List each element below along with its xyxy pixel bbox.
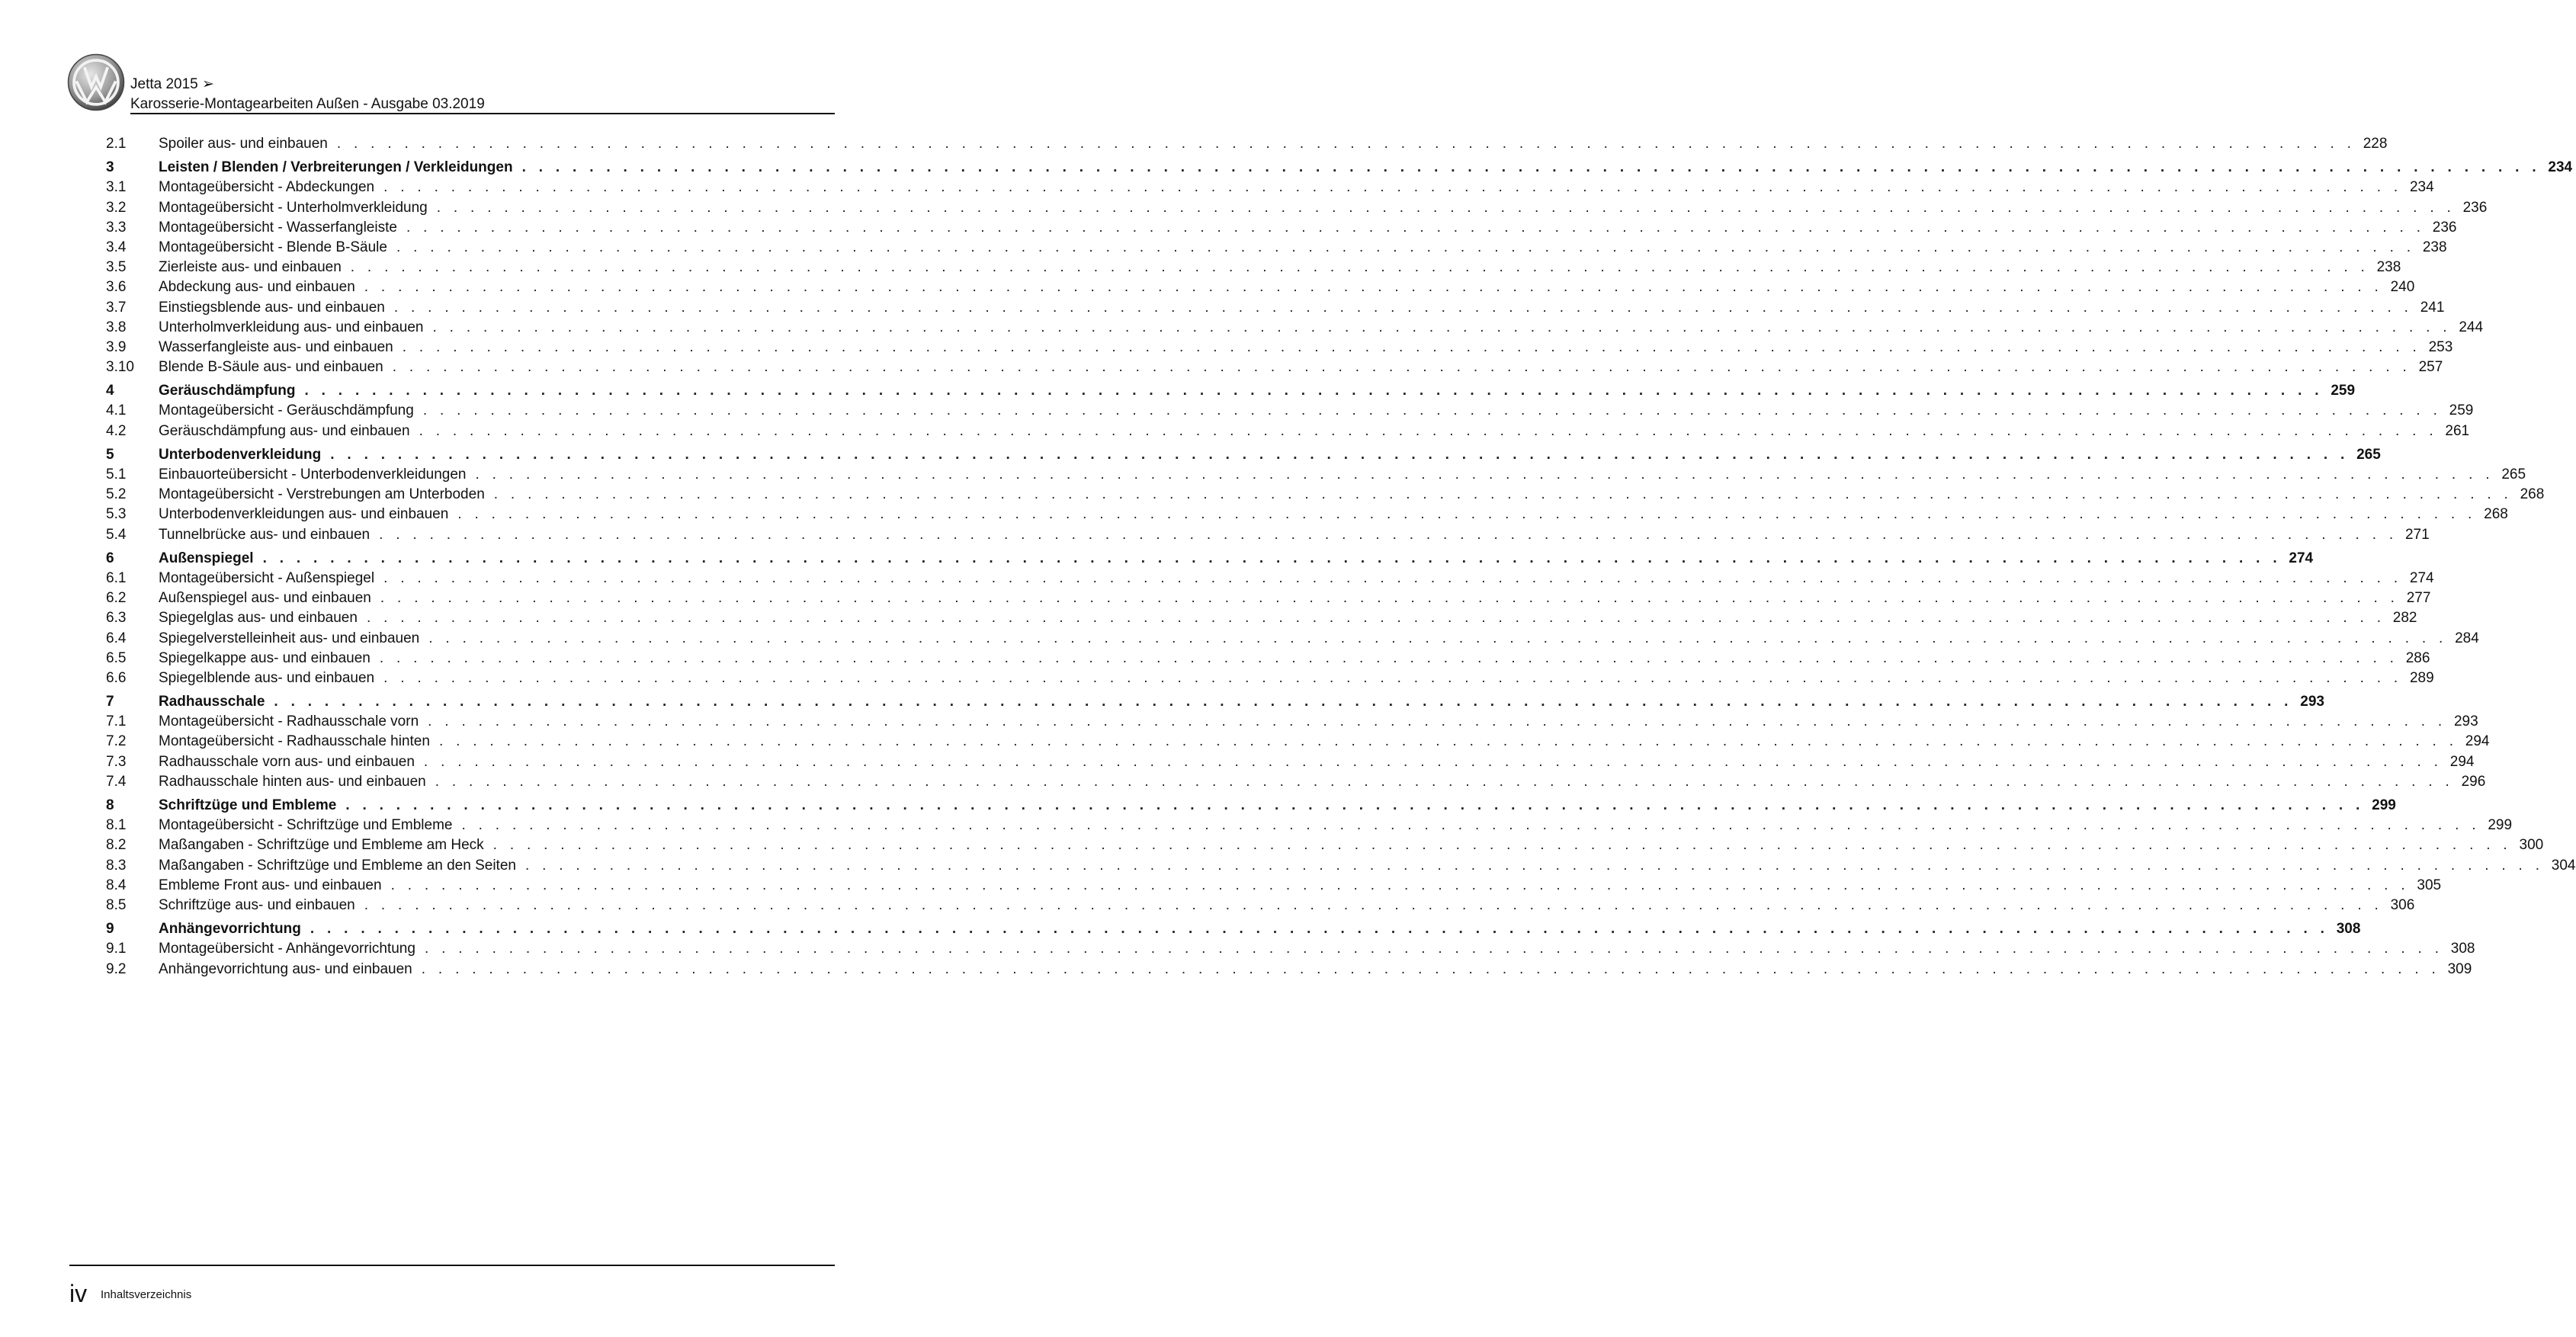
- toc-entry-number: 3: [106, 159, 114, 176]
- toc-entry-title: Radhausschale: [159, 694, 265, 710]
- toc-entry-number: 6.1: [106, 569, 127, 586]
- toc-dot-leader: . . . . . . . . . . . . . . . . . . . . . . . . . . . . . . . . . . . . . . . . . . . . . . . . . . . . . . . . . . . . . . . . . . . . . . . . . . . . . . . . . . . . . . . . . . . . . . . . . . . . . . . . . . . . . . . . . . . . . . . .: [379, 649, 2398, 666]
- toc-entry-number: 7.3: [106, 753, 127, 770]
- toc-entry-number: 6.2: [106, 590, 127, 607]
- toc-chapter-row[interactable]: [106, 549, 2314, 569]
- toc-entry-number: 3.10: [106, 359, 134, 376]
- toc-entry-row[interactable]: [106, 876, 2442, 896]
- toc-entry-title: Abdeckung aus- und einbauen: [159, 279, 355, 296]
- toc-entry-number: 5.2: [106, 486, 127, 503]
- toc-entry-page: 308: [2450, 941, 2475, 957]
- toc-dot-leader: . . . . . . . . . . . . . . . . . . . . . . . . . . . . . . . . . . . . . . . . . . . . . . . . . . . . . . . . . . . . . . . . . . . . . . . . . . . . . . . . . . . . . . . . . . . . . . . . . . . . . . . . . . . . . . . . . . . . . . . .: [438, 733, 2458, 750]
- toc-entry-title: Maßangaben - Schriftzüge und Embleme am Heck: [159, 837, 484, 854]
- toc-dot-leader: . . . . . . . . . . . . . . . . . . . . . . . . . . . . . . . . . . . . . . . . . . . . . . . . . . . . . . . . . . . . . . . . . . . . . . . . . . . . . . . . . . . . . . . . . . . . . . . . . . . . . . . . . . . . . . . . . . . . . . . .: [304, 383, 2324, 399]
- toc-entry-page: 234: [2409, 179, 2434, 196]
- toc-dot-leader: . . . . . . . . . . . . . . . . . . . . . . . . . . . . . . . . . . . . . . . . . . . . . . . . . . . . . . . . . . . . . . . . . . . . . . . . . . . . . . . . . . . . . . . . . . . . . . . . . . . . . . . . . . . . . . . . . . . . . . . .: [330, 446, 2350, 463]
- toc-entry-page: 244: [2459, 319, 2484, 335]
- toc-dot-leader: . . . . . . . . . . . . . . . . . . . . . . . . . . . . . . . . . . . . . . . . . . . . . . . . . . . . . . . . . . . . . . . . . . . . . . . . . . . . . . . . . . . . . . . . . . . . . . . . . . . . . . . . . . . . . . . . . . . . . . . .: [383, 179, 2402, 196]
- toc-entry-row[interactable]: [106, 629, 2479, 649]
- toc-entry-page: 265: [2356, 446, 2381, 463]
- toc-chapter-row[interactable]: [106, 381, 2356, 401]
- toc-entry-page: 294: [2449, 753, 2475, 770]
- toc-chapter-row[interactable]: [106, 445, 2381, 465]
- toc-dot-leader: . . . . . . . . . . . . . . . . . . . . . . . . . . . . . . . . . . . . . . . . . . . . . . . . . . . . . . . . . . . . . . . . . . . . . . . . . . . . . . . . . . . . . . . . . . . . . . . . . . . . . . . . . . . . . . . . . . . . . . . .: [424, 941, 2443, 957]
- toc-entry-page: 257: [2418, 359, 2443, 376]
- toc-entry-number: 7.1: [106, 713, 127, 730]
- toc-entry-page: 268: [2484, 506, 2508, 523]
- toc-entry-title: Wasserfangleiste aus- und einbauen: [159, 338, 393, 355]
- toc-entry-row[interactable]: [106, 134, 2388, 154]
- toc-entry-row[interactable]: [106, 525, 2430, 545]
- toc-dot-leader: . . . . . . . . . . . . . . . . . . . . . . . . . . . . . . . . . . . . . . . . . . . . . . . . . . . . . . . . . . . . . . . . . . . . . . . . . . . . . . . . . . . . . . . . . . . . . . . . . . . . . . . . . . . . . . . . . . . . . . . .: [345, 797, 2365, 813]
- toc-entry-number: 8.4: [106, 877, 127, 893]
- toc-entry-page: 308: [2336, 921, 2361, 938]
- toc-dot-leader: . . . . . . . . . . . . . . . . . . . . . . . . . . . . . . . . . . . . . . . . . . . . . . . . . . . . . . . . . . . . . . . . . . . . . . . . . . . . . . . . . . . . . . . . . . . . . . . . . . . . . . . . . . . . . . . . . . . . . . . .: [423, 753, 2443, 770]
- toc-entry-number: 5.1: [106, 467, 127, 483]
- toc-entry-number: 3.9: [106, 338, 127, 355]
- toc-dot-leader: . . . . . . . . . . . . . . . . . . . . . . . . . . . . . . . . . . . . . . . . . . . . . . . . . . . . . . . . . . . . . . . . . . . . . . . . . . . . . . . . . . . . . . . . . . . . . . . . . . . . . . . . . . . . . . . . . . . . . . . .: [383, 669, 2402, 686]
- toc-entry-title: Montageübersicht - Verstrebungen am Unterboden: [159, 486, 485, 503]
- toc-dot-leader: . . . . . . . . . . . . . . . . . . . . . . . . . . . . . . . . . . . . . . . . . . . . . . . . . . . . . . . . . . . . . . . . . . . . . . . . . . . . . . . . . . . . . . . . . . . . . . . . . . . . . . . . . . . . . . . . . . . . . . . .: [379, 526, 2398, 543]
- toc-entry-page: 236: [2432, 219, 2457, 236]
- toc-entry-title: Zierleiste aus- und einbauen: [159, 259, 342, 276]
- toc-entry-page: 236: [2462, 199, 2488, 216]
- toc-entry-page: 309: [2447, 960, 2472, 977]
- toc-entry-row[interactable]: [106, 939, 2475, 959]
- toc-entry-page: 284: [2455, 630, 2479, 646]
- toc-entry-title: Radhausschale hinten aus- und einbauen: [159, 773, 426, 790]
- toc-entry-row[interactable]: [106, 772, 2486, 792]
- toc-dot-leader: . . . . . . . . . . . . . . . . . . . . . . . . . . . . . . . . . . . . . . . . . . . . . . . . . . . . . . . . . . . . . . . . . . . . . . . . . . . . . . . . . . . . . . . . . . . . . . . . . . . . . . . . . . . . . . . . . . . . . . . .: [406, 219, 2425, 236]
- toc-dot-leader: . . . . . . . . . . . . . . . . . . . . . . . . . . . . . . . . . . . . . . . . . . . . . . . . . . . . . . . . . . . . . . . . . . . . . . . . . . . . . . . . . . . . . . . . . . . . . . . . . . . . . . . . . . . . . . . . . . . . . . . .: [366, 610, 2385, 627]
- toc-entry-page: 271: [2404, 526, 2430, 543]
- toc-entry-number: 8.1: [106, 817, 127, 834]
- toc-entry-row[interactable]: [106, 816, 2513, 835]
- toc-entry-row[interactable]: [106, 178, 2434, 197]
- toc-entry-row[interactable]: [106, 238, 2447, 258]
- manual-subtitle: Karosserie-Montagearbeiten Außen - Ausgabe 03.2019: [130, 96, 485, 112]
- toc-entry-row[interactable]: [106, 338, 2453, 357]
- toc-entry-page: 277: [2406, 590, 2431, 607]
- toc-entry-title: Spiegelkappe aus- und einbauen: [159, 649, 371, 666]
- toc-entry-number: 3.4: [106, 239, 127, 255]
- toc-entry-row[interactable]: [106, 569, 2434, 588]
- toc-entry-row[interactable]: [106, 712, 2478, 732]
- toc-entry-title: Montageübersicht - Geräuschdämpfung: [159, 402, 414, 419]
- toc-entry-page: 305: [2417, 877, 2442, 893]
- toc-entry-number: 4.1: [106, 402, 127, 419]
- toc-chapter-row[interactable]: [106, 158, 2573, 178]
- toc-entry-page: 282: [2392, 610, 2417, 627]
- toc-entry-row[interactable]: [106, 856, 2576, 876]
- footer-divider: [69, 1265, 835, 1266]
- toc-dot-leader: . . . . . . . . . . . . . . . . . . . . . . . . . . . . . . . . . . . . . . . . . . . . . . . . . . . . . . . . . . . . . . . . . . . . . . . . . . . . . . . . . . . . . . . . . . . . . . . . . . . . . . . . . . . . . . . . . . . . . . . .: [402, 338, 2421, 355]
- toc-entry-number: 6: [106, 550, 114, 566]
- toc-entry-number: 3.6: [106, 279, 127, 296]
- toc-entry-number: 9.1: [106, 941, 127, 957]
- toc-entry-row[interactable]: [106, 896, 2415, 915]
- manual-title: Jetta 2015 ➢: [130, 76, 214, 92]
- toc-entry-row[interactable]: [106, 318, 2484, 338]
- toc-entry-row[interactable]: [106, 608, 2417, 628]
- toc-entry-number: 8.5: [106, 896, 127, 913]
- toc-dot-leader: . . . . . . . . . . . . . . . . . . . . . . . . . . . . . . . . . . . . . . . . . . . . . . . . . . . . . . . . . . . . . . . . . . . . . . . . . . . . . . . . . . . . . . . . . . . . . . . . . . . . . . . . . . . . . . . . . . . . . . . .: [435, 773, 2454, 790]
- toc-entry-page: 274: [2289, 550, 2314, 566]
- toc-entry-page: 268: [2520, 486, 2545, 503]
- toc-entry-row[interactable]: [106, 198, 2488, 218]
- toc-dot-leader: . . . . . . . . . . . . . . . . . . . . . . . . . . . . . . . . . . . . . . . . . . . . . . . . . . . . . . . . . . . . . . . . . . . . . . . . . . . . . . . . . . . . . . . . . . . . . . . . . . . . . . . . . . . . . . . . . . . . . . . .: [492, 837, 2512, 854]
- toc-entry-title: Schriftzüge und Embleme: [159, 797, 337, 813]
- toc-entry-title: Maßangaben - Schriftzüge und Embleme an den Seiten: [159, 857, 516, 874]
- toc-entry-title: Radhausschale vorn aus- und einbauen: [159, 753, 415, 770]
- toc-entry-page: 259: [2449, 402, 2474, 419]
- toc-entry-number: 2.1: [106, 136, 127, 152]
- toc-entry-page: 293: [2453, 713, 2478, 730]
- toc-dot-leader: . . . . . . . . . . . . . . . . . . . . . . . . . . . . . . . . . . . . . . . . . . . . . . . . . . . . . . . . . . . . . . . . . . . . . . . . . . . . . . . . . . . . . . . . . . . . . . . . . . . . . . . . . . . . . . . . . . . . . . . .: [274, 694, 2293, 710]
- toc-entry-number: 5: [106, 446, 114, 463]
- toc-dot-leader: . . . . . . . . . . . . . . . . . . . . . . . . . . . . . . . . . . . . . . . . . . . . . . . . . . . . . . . . . . . . . . . . . . . . . . . . . . . . . . . . . . . . . . . . . . . . . . . . . . . . . . . . . . . . . . . . . . . . . . . .: [390, 877, 2410, 893]
- toc-entry-title: Außenspiegel: [159, 550, 254, 566]
- toc-entry-number: 5.3: [106, 506, 127, 523]
- toc-entry-row[interactable]: [106, 960, 2472, 980]
- toc-entry-title: Tunnelbrücke aus- und einbauen: [159, 526, 371, 543]
- toc-dot-leader: . . . . . . . . . . . . . . . . . . . . . . . . . . . . . . . . . . . . . . . . . . . . . . . . . . . . . . . . . . . . . . . . . . . . . . . . . . . . . . . . . . . . . . . . . . . . . . . . . . . . . . . . . . . . . . . . . . . . . . . .: [428, 630, 2448, 646]
- toc-entry-title: Montageübersicht - Schriftzüge und Embleme: [159, 817, 453, 834]
- toc-entry-title: Anhängevorrichtung aus- und einbauen: [159, 960, 412, 977]
- toc-dot-leader: . . . . . . . . . . . . . . . . . . . . . . . . . . . . . . . . . . . . . . . . . . . . . . . . . . . . . . . . . . . . . . . . . . . . . . . . . . . . . . . . . . . . . . . . . . . . . . . . . . . . . . . . . . . . . . . . . . . . . . . .: [262, 550, 2282, 566]
- toc-entry-page: 299: [2488, 817, 2513, 834]
- toc-entry-number: 7.4: [106, 773, 127, 790]
- toc-entry-number: 8.3: [106, 857, 127, 874]
- toc-chapter-row[interactable]: [106, 692, 2324, 712]
- toc-entry-number: 7: [106, 694, 114, 710]
- toc-entry-title: Montageübersicht - Außenspiegel: [159, 569, 375, 586]
- toc-entry-page: 299: [2372, 797, 2396, 813]
- toc-entry-page: 238: [2376, 259, 2401, 276]
- toc-dot-leader: . . . . . . . . . . . . . . . . . . . . . . . . . . . . . . . . . . . . . . . . . . . . . . . . . . . . . . . . . . . . . . . . . . . . . . . . . . . . . . . . . . . . . . . . . . . . . . . . . . . . . . . . . . . . . . . . . . . . . . . .: [525, 857, 2544, 874]
- toc-entry-title: Montageübersicht - Abdeckungen: [159, 179, 375, 196]
- toc-entry-page: 306: [2390, 896, 2415, 913]
- toc-dot-leader: . . . . . . . . . . . . . . . . . . . . . . . . . . . . . . . . . . . . . . . . . . . . . . . . . . . . . . . . . . . . . . . . . . . . . . . . . . . . . . . . . . . . . . . . . . . . . . . . . . . . . . . . . . . . . . . . . . . . . . . .: [392, 359, 2411, 376]
- toc-dot-leader: . . . . . . . . . . . . . . . . . . . . . . . . . . . . . . . . . . . . . . . . . . . . . . . . . . . . . . . . . . . . . . . . . . . . . . . . . . . . . . . . . . . . . . . . . . . . . . . . . . . . . . . . . . . . . . . . . . . . . . . .: [432, 319, 2452, 335]
- footer-label: Inhaltsverzeichnis: [101, 1288, 192, 1301]
- toc-entry-number: 3.8: [106, 319, 127, 335]
- toc-dot-leader: . . . . . . . . . . . . . . . . . . . . . . . . . . . . . . . . . . . . . . . . . . . . . . . . . . . . . . . . . . . . . . . . . . . . . . . . . . . . . . . . . . . . . . . . . . . . . . . . . . . . . . . . . . . . . . . . . . . . . . . .: [393, 299, 2413, 316]
- toc-entry-title: Montageübersicht - Wasserfangleiste: [159, 219, 397, 236]
- toc-dot-leader: . . . . . . . . . . . . . . . . . . . . . . . . . . . . . . . . . . . . . . . . . . . . . . . . . . . . . . . . . . . . . . . . . . . . . . . . . . . . . . . . . . . . . . . . . . . . . . . . . . . . . . . . . . . . . . . . . . . . . . . .: [364, 896, 2383, 913]
- toc-entry-title: Unterholmverkleidung aus- und einbauen: [159, 319, 424, 335]
- toc-entry-number: 3.1: [106, 179, 127, 196]
- toc-entry-page: 274: [2409, 569, 2434, 586]
- toc-entry-title: Spoiler aus- und einbauen: [159, 136, 328, 152]
- toc-entry-row[interactable]: [106, 649, 2430, 668]
- toc-entry-page: 296: [2461, 773, 2486, 790]
- toc-entry-row[interactable]: [106, 401, 2474, 421]
- toc-entry-row[interactable]: [106, 277, 2415, 297]
- toc-dot-leader: . . . . . . . . . . . . . . . . . . . . . . . . . . . . . . . . . . . . . . . . . . . . . . . . . . . . . . . . . . . . . . . . . . . . . . . . . . . . . . . . . . . . . . . . . . . . . . . . . . . . . . . . . . . . . . . . . . . . . . . .: [419, 422, 2438, 439]
- toc-dot-leader: . . . . . . . . . . . . . . . . . . . . . . . . . . . . . . . . . . . . . . . . . . . . . . . . . . . . . . . . . . . . . . . . . . . . . . . . . . . . . . . . . . . . . . . . . . . . . . . . . . . . . . . . . . . . . . . . . . . . . . . .: [436, 199, 2456, 216]
- toc-entry-number: 8: [106, 797, 114, 813]
- toc-entry-number: 4: [106, 383, 114, 399]
- toc-dot-leader: . . . . . . . . . . . . . . . . . . . . . . . . . . . . . . . . . . . . . . . . . . . . . . . . . . . . . . . . . . . . . . . . . . . . . . . . . . . . . . . . . . . . . . . . . . . . . . . . . . . . . . . . . . . . . . . . . . . . . . . .: [475, 467, 2494, 483]
- toc-entry-title: Leisten / Blenden / Verbreiterungen / Verkleidungen: [159, 159, 513, 176]
- toc-entry-title: Montageübersicht - Radhausschale vorn: [159, 713, 419, 730]
- toc-entry-title: Blende B-Säule aus- und einbauen: [159, 359, 383, 376]
- toc-entry-number: 4.2: [106, 422, 127, 439]
- toc-entry-title: Spiegelblende aus- und einbauen: [159, 669, 375, 686]
- toc-entry-page: 234: [2548, 159, 2573, 176]
- toc-dot-leader: . . . . . . . . . . . . . . . . . . . . . . . . . . . . . . . . . . . . . . . . . . . . . . . . . . . . . . . . . . . . . . . . . . . . . . . . . . . . . . . . . . . . . . . . . . . . . . . . . . . . . . . . . . . . . . . . . . . . . . . .: [421, 960, 2440, 977]
- toc-dot-leader: . . . . . . . . . . . . . . . . . . . . . . . . . . . . . . . . . . . . . . . . . . . . . . . . . . . . . . . . . . . . . . . . . . . . . . . . . . . . . . . . . . . . . . . . . . . . . . . . . . . . . . . . . . . . . . . . . . . . . . . .: [336, 136, 2356, 152]
- toc-entry-number: 6.5: [106, 649, 127, 666]
- toc-entry-number: 9: [106, 921, 114, 938]
- toc-entry-title: Unterbodenverkleidung: [159, 446, 322, 463]
- toc-entry-number: 3.5: [106, 259, 127, 276]
- toc-entry-page: 304: [2551, 857, 2576, 874]
- toc-entry-row[interactable]: [106, 258, 2401, 277]
- toc-entry-title: Embleme Front aus- und einbauen: [159, 877, 382, 893]
- toc-dot-leader: . . . . . . . . . . . . . . . . . . . . . . . . . . . . . . . . . . . . . . . . . . . . . . . . . . . . . . . . . . . . . . . . . . . . . . . . . . . . . . . . . . . . . . . . . . . . . . . . . . . . . . . . . . . . . . . . . . . . . . . .: [457, 506, 2477, 523]
- toc-entry-number: 6.4: [106, 630, 127, 646]
- toc-entry-page: 253: [2428, 338, 2453, 355]
- toc-entry-title: Anhängevorrichtung: [159, 921, 301, 938]
- toc-entry-row[interactable]: [106, 505, 2508, 524]
- toc-dot-leader: . . . . . . . . . . . . . . . . . . . . . . . . . . . . . . . . . . . . . . . . . . . . . . . . . . . . . . . . . . . . . . . . . . . . . . . . . . . . . . . . . . . . . . . . . . . . . . . . . . . . . . . . . . . . . . . . . . . . . . . .: [461, 817, 2481, 834]
- toc-entry-row[interactable]: [106, 752, 2475, 772]
- toc-entry-title: Montageübersicht - Unterholmverkleidung: [159, 199, 428, 216]
- toc-entry-number: 3.7: [106, 299, 127, 316]
- vw-logo-icon: [67, 53, 125, 111]
- page-number: iv: [69, 1280, 88, 1307]
- toc-entry-row[interactable]: [106, 422, 2470, 441]
- toc-entry-page: 259: [2331, 383, 2356, 399]
- toc-entry-page: 300: [2519, 837, 2544, 854]
- toc-entry-title: Geräuschdämpfung: [159, 383, 296, 399]
- toc-entry-number: 6.3: [106, 610, 127, 627]
- toc-entry-row[interactable]: [106, 732, 2490, 752]
- toc-entry-row[interactable]: [106, 588, 2431, 608]
- toc-dot-leader: . . . . . . . . . . . . . . . . . . . . . . . . . . . . . . . . . . . . . . . . . . . . . . . . . . . . . . . . . . . . . . . . . . . . . . . . . . . . . . . . . . . . . . . . . . . . . . . . . . . . . . . . . . . . . . . . . . . . . . . .: [396, 239, 2415, 255]
- toc-dot-leader: . . . . . . . . . . . . . . . . . . . . . . . . . . . . . . . . . . . . . . . . . . . . . . . . . . . . . . . . . . . . . . . . . . . . . . . . . . . . . . . . . . . . . . . . . . . . . . . . . . . . . . . . . . . . . . . . . . . . . . . .: [422, 402, 2442, 419]
- toc-entry-page: 240: [2390, 279, 2415, 296]
- toc-entry-title: Außenspiegel aus- und einbauen: [159, 590, 371, 607]
- toc-entry-number: 7.2: [106, 733, 127, 750]
- toc-entry-title: Einbauorteübersicht - Unterbodenverkleidungen: [159, 467, 467, 483]
- toc-entry-number: 5.4: [106, 526, 127, 543]
- toc-entry-page: 241: [2420, 299, 2445, 316]
- toc-entry-title: Spiegelverstelleinheit aus- und einbauen: [159, 630, 420, 646]
- toc-dot-leader: . . . . . . . . . . . . . . . . . . . . . . . . . . . . . . . . . . . . . . . . . . . . . . . . . . . . . . . . . . . . . . . . . . . . . . . . . . . . . . . . . . . . . . . . . . . . . . . . . . . . . . . . . . . . . . . . . . . . . . . .: [380, 590, 2399, 607]
- header-divider: [130, 113, 835, 114]
- toc-entry-title: Montageübersicht - Radhausschale hinten: [159, 733, 430, 750]
- toc-entry-page: 289: [2409, 669, 2434, 686]
- toc-entry-title: Montageübersicht - Anhängevorrichtung: [159, 941, 415, 957]
- toc-entry-number: 6.6: [106, 669, 127, 686]
- toc-entry-page: 228: [2363, 136, 2388, 152]
- toc-dot-leader: . . . . . . . . . . . . . . . . . . . . . . . . . . . . . . . . . . . . . . . . . . . . . . . . . . . . . . . . . . . . . . . . . . . . . . . . . . . . . . . . . . . . . . . . . . . . . . . . . . . . . . . . . . . . . . . . . . . . . . . .: [383, 569, 2402, 586]
- toc-entry-title: Schriftzüge aus- und einbauen: [159, 896, 355, 913]
- toc-entry-number: 3.3: [106, 219, 127, 236]
- toc-dot-leader: . . . . . . . . . . . . . . . . . . . . . . . . . . . . . . . . . . . . . . . . . . . . . . . . . . . . . . . . . . . . . . . . . . . . . . . . . . . . . . . . . . . . . . . . . . . . . . . . . . . . . . . . . . . . . . . . . . . . . . . .: [521, 159, 2541, 176]
- toc-entry-title: Unterbodenverkleidungen aus- und einbauen: [159, 506, 449, 523]
- toc-entry-row[interactable]: [106, 298, 2445, 318]
- toc-entry-page: 261: [2445, 422, 2470, 439]
- toc-entry-page: 293: [2300, 694, 2324, 710]
- toc-dot-leader: . . . . . . . . . . . . . . . . . . . . . . . . . . . . . . . . . . . . . . . . . . . . . . . . . . . . . . . . . . . . . . . . . . . . . . . . . . . . . . . . . . . . . . . . . . . . . . . . . . . . . . . . . . . . . . . . . . . . . . . .: [493, 486, 2513, 503]
- toc-entry-row[interactable]: [106, 668, 2434, 688]
- toc-entry-title: Montageübersicht - Blende B-Säule: [159, 239, 387, 255]
- toc-entry-row[interactable]: [106, 357, 2443, 377]
- toc-entry-number: 3.2: [106, 199, 127, 216]
- toc-entry-row[interactable]: [106, 218, 2457, 238]
- toc-entry-number: 8.2: [106, 837, 127, 854]
- toc-entry-number: 9.2: [106, 960, 127, 977]
- toc-entry-title: Geräuschdämpfung aus- und einbauen: [159, 422, 410, 439]
- toc-entry-row[interactable]: [106, 835, 2544, 855]
- toc-chapter-row[interactable]: [106, 919, 2361, 939]
- toc-entry-title: Spiegelglas aus- und einbauen: [159, 610, 358, 627]
- toc-chapter-row[interactable]: [106, 796, 2396, 816]
- toc-dot-leader: . . . . . . . . . . . . . . . . . . . . . . . . . . . . . . . . . . . . . . . . . . . . . . . . . . . . . . . . . . . . . . . . . . . . . . . . . . . . . . . . . . . . . . . . . . . . . . . . . . . . . . . . . . . . . . . . . . . . . . . .: [350, 259, 2369, 276]
- toc-entry-page: 265: [2501, 467, 2526, 483]
- toc-entry-row[interactable]: [106, 465, 2526, 485]
- toc-dot-leader: . . . . . . . . . . . . . . . . . . . . . . . . . . . . . . . . . . . . . . . . . . . . . . . . . . . . . . . . . . . . . . . . . . . . . . . . . . . . . . . . . . . . . . . . . . . . . . . . . . . . . . . . . . . . . . . . . . . . . . . .: [310, 921, 2329, 938]
- toc-entry-page: 286: [2405, 649, 2430, 666]
- toc-entry-title: Einstiegsblende aus- und einbauen: [159, 299, 385, 316]
- toc-dot-leader: . . . . . . . . . . . . . . . . . . . . . . . . . . . . . . . . . . . . . . . . . . . . . . . . . . . . . . . . . . . . . . . . . . . . . . . . . . . . . . . . . . . . . . . . . . . . . . . . . . . . . . . . . . . . . . . . . . . . . . . .: [364, 279, 2383, 296]
- toc-entry-page: 238: [2422, 239, 2447, 255]
- table-of-contents: [106, 134, 2576, 980]
- toc-entry-page: 294: [2465, 733, 2490, 750]
- toc-dot-leader: . . . . . . . . . . . . . . . . . . . . . . . . . . . . . . . . . . . . . . . . . . . . . . . . . . . . . . . . . . . . . . . . . . . . . . . . . . . . . . . . . . . . . . . . . . . . . . . . . . . . . . . . . . . . . . . . . . . . . . . .: [428, 713, 2446, 730]
- toc-entry-row[interactable]: [106, 485, 2545, 505]
